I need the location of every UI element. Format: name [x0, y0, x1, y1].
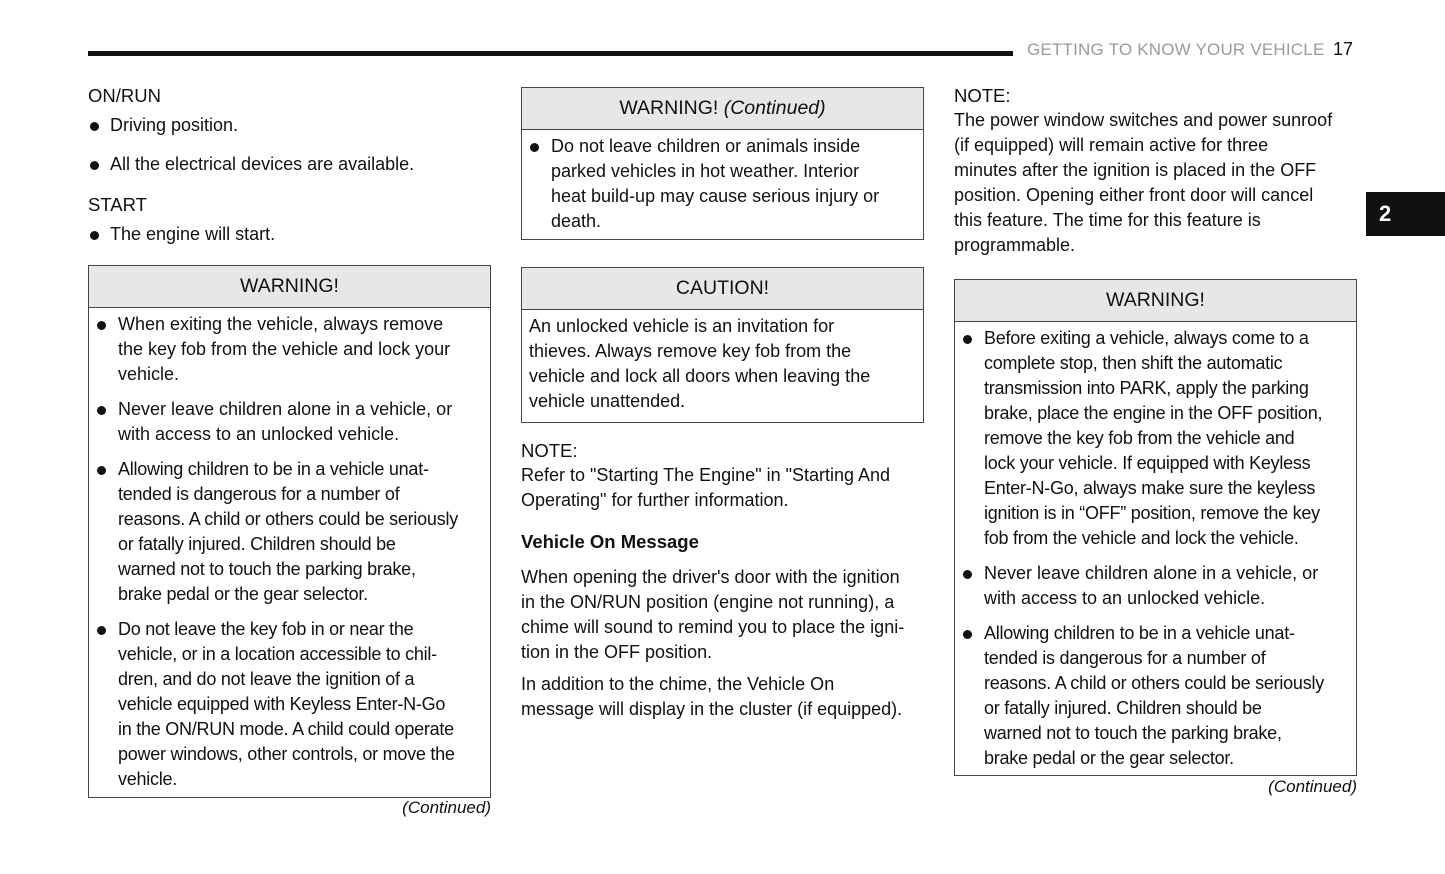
- header-rule: [88, 51, 1013, 56]
- warning-item: Allowing children to be in a vehicle unat- tended is dangerous for a number of reasons. A child or others could be seriously or fatally injured. Children should be warned not to touch the parking brake, brake pedal or the gear selector.: [89, 457, 490, 607]
- caution-text: An unlocked vehicle is an invitation for thieves. Always remove key fob from the vehicle and lock all doors when leaving the vehicle unattended.: [529, 316, 871, 411]
- bullet-icon: [97, 321, 106, 330]
- bullet-icon: [90, 231, 99, 240]
- running-head: GETTING TO KNOW YOUR VEHICLE: [1027, 40, 1325, 59]
- bullet-icon: [97, 466, 106, 475]
- caution-title: CAUTION!: [522, 268, 923, 310]
- warning-item: Before exiting a vehicle, always come to a complete stop, then shift the automatic transmission into PARK, apply the parking brake, place the engine in the OFF position, remove the key fob from the vehicle and lock your vehicle. If equipped with Keyless Enter-N-Go, always make sure the keyless ignition is in “OFF” position, remove the key fob from the vehicle and lock the vehicle.: [955, 326, 1356, 551]
- section-subheading: Vehicle On Message: [521, 531, 699, 552]
- paragraph: In addition to the chime, the Vehicle On message will display in the cluster (if equipped).: [521, 674, 903, 719]
- list-item: All the electrical devices are available.: [88, 152, 491, 177]
- note-text: The power window switches and power sunroof (if equipped) will remain active for three minutes after the ignition is placed in the OFF position. Opening either front door will cancel this feature. The time for this feature is programmable.: [954, 110, 1333, 255]
- bullet-icon: [530, 143, 539, 152]
- warning-item: When exiting the vehicle, always remove the key fob from the vehicle and lock your vehicle.: [89, 312, 490, 387]
- warning-box: [954, 279, 1357, 776]
- warning-item: Allowing children to be in a vehicle unat- tended is dangerous for a number of reasons. A child or others could be seriously or fatally injured. Children should be warned not to touch the parking brake, brake pedal or the gear selector.: [955, 621, 1356, 771]
- page-number: 17: [1333, 39, 1354, 59]
- bullet-icon: [963, 570, 972, 579]
- continued-label: (Continued): [1268, 777, 1357, 796]
- warning-title: WARNING!: [89, 266, 490, 308]
- bullet-icon: [90, 122, 99, 131]
- bullet-icon: [97, 406, 106, 415]
- warning-title: WARNING! (Continued): [522, 88, 923, 130]
- note-label: NOTE:: [521, 440, 578, 461]
- bullet-icon: [97, 626, 106, 635]
- warning-title: WARNING!: [955, 280, 1356, 322]
- onrun-heading: ON/RUN: [88, 85, 161, 106]
- bullet-icon: [963, 630, 972, 639]
- note-label: NOTE:: [954, 85, 1011, 106]
- caution-box: [521, 267, 924, 423]
- bullet-icon: [90, 161, 99, 170]
- note-text: Refer to "Starting The Engine" in "Starting And Operating" for further information.: [521, 465, 891, 510]
- list-item: The engine will start.: [88, 222, 491, 247]
- warning-item: Do not leave children or animals inside parked vehicles in hot weather. Interior heat build-up may cause serious injury or death.: [522, 134, 923, 234]
- list-item: Driving position.: [88, 113, 491, 138]
- warning-item: Never leave children alone in a vehicle, or with access to an unlocked vehicle.: [955, 561, 1356, 611]
- start-heading: START: [88, 194, 147, 215]
- warning-item: Never leave children alone in a vehicle, or with access to an unlocked vehicle.: [89, 397, 490, 447]
- warning-box: [521, 87, 924, 240]
- warning-box: [88, 265, 491, 798]
- bullet-icon: [963, 335, 972, 344]
- paragraph: When opening the driver's door with the ignition in the ON/RUN position (engine not running), a chime will sound to remind you to place the igni- tion in the OFF position.: [521, 567, 905, 662]
- warning-item: Do not leave the key fob in or near the vehicle, or in a location accessible to chil- dren, and do not leave the ignition of a vehicle equipped with Keyless Enter-N-Go in the ON/RUN mode. A child could operate power windows, other controls, or move the vehicle.: [89, 617, 490, 792]
- continued-label: (Continued): [402, 798, 491, 817]
- chapter-tab: 2: [1366, 192, 1445, 236]
